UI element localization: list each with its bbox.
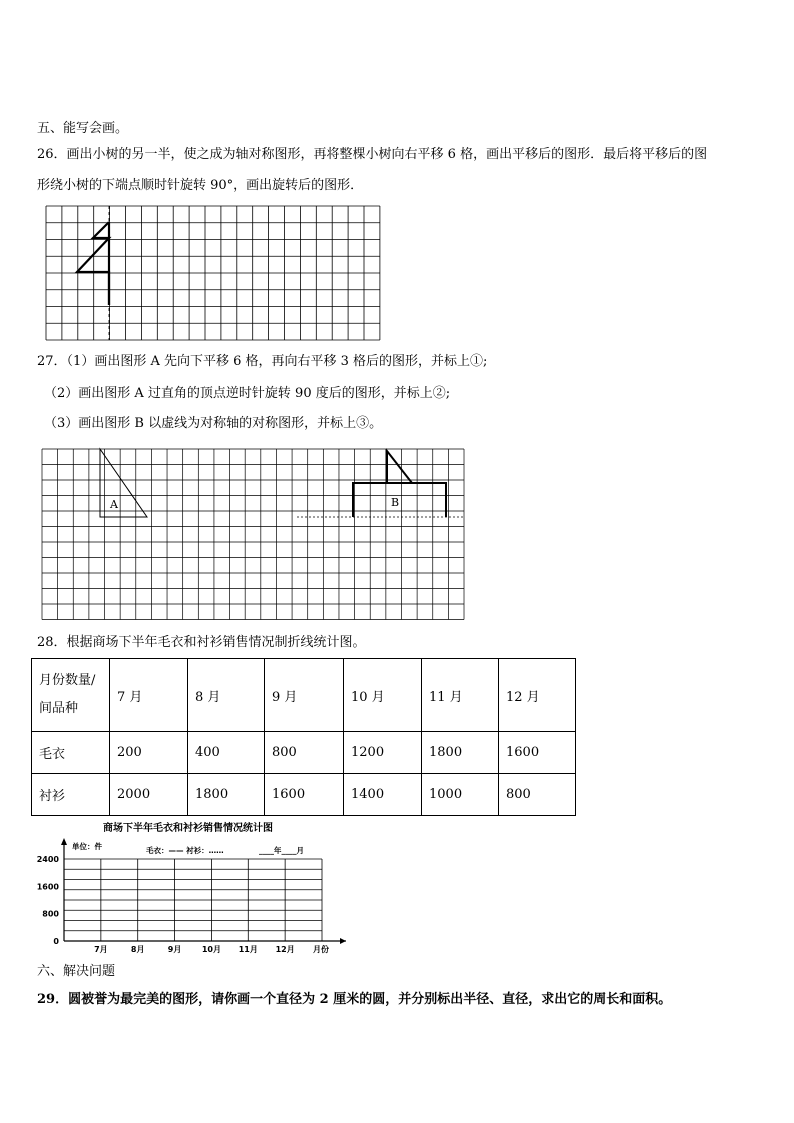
table-cell: 1200 (344, 732, 422, 774)
table-cell: 2000 (110, 774, 188, 816)
q26-line2: 形绕小树的下端点顺时针旋转 90°，画出旋转后的图形． (37, 178, 364, 193)
y-axis-arrow (61, 838, 67, 845)
month-cell: 12 月 (499, 659, 576, 732)
section5-title: 五、能写会画。 (37, 121, 129, 136)
table-header-cell: 月份数量/ 间品种 (32, 659, 110, 732)
section6-title: 六、解决问题 (37, 964, 116, 979)
chart-title: 商场下半年毛衣和衬衫销售情况统计图 (103, 823, 273, 834)
month-cell: 11 月 (422, 659, 499, 732)
table-cell: 400 (188, 732, 265, 774)
q27-line1: 27．（1）画出图形 A 先向下平移 6 格，再向右平移 3 格后的图形，并标上①; (37, 354, 488, 369)
shape-b-label: B (391, 496, 400, 509)
x-tick-label: 10月 (201, 945, 221, 954)
q27-line3: （3）画出图形 B 以虚线为对称轴的对称图形，并标上③。 (44, 416, 383, 431)
q29-text: 29．圆被誉为最完美的图形，请你画一个直径为 2 厘米的圆，并分别标出半径、直径，求出它的周长和面积。 (37, 992, 672, 1007)
table-cell: 1800 (422, 732, 499, 774)
q28-title: 28．根据商场下半年毛衣和衬衫销售情况制折线统计图。 (37, 635, 366, 650)
x-axis-arrow (340, 938, 346, 944)
x-tick-label: 8月 (130, 945, 145, 954)
table-cell: 800 (499, 774, 576, 816)
x-tick-label: 12月 (275, 945, 295, 954)
month-cell: 7 月 (110, 659, 188, 732)
table-cell: 800 (265, 732, 344, 774)
table-cell: 1600 (499, 732, 576, 774)
x-tick-label: 11月 (238, 945, 258, 954)
x-tick-label: 7月 (94, 945, 108, 954)
table-cell: 1600 (265, 774, 344, 816)
q27-line2: （2）画出图形 A 过直角的顶点逆时针旋转 90 度后的图形，并标上②; (44, 386, 451, 401)
month-cell: 8 月 (188, 659, 265, 732)
x-tick-label: 9月 (167, 945, 182, 954)
chart-xlabel: 月份 (313, 945, 329, 954)
chart-date: ____年____月 (259, 846, 304, 855)
shape-a-label: A (110, 498, 118, 511)
y-tick-label: 2400 (36, 855, 59, 864)
table-cell: 1400 (344, 774, 422, 816)
table-cell: 1000 (422, 774, 499, 816)
y-tick-label: 1600 (36, 882, 59, 892)
table-cell: 1800 (188, 774, 265, 816)
month-cell: 9 月 (265, 659, 344, 732)
chart-unit-label: 单位：件 (72, 842, 102, 851)
q26-line1: 26．画出小树的另一半，使之成为轴对称图形，再将整棵小树向右平移 6 格，画出平移后的图形．最后将平移后的图 (37, 147, 708, 162)
month-cell: 10 月 (344, 659, 422, 732)
chart-legend: 毛衣：—— 衬衫：…… (146, 846, 224, 855)
y-tick-label: 0 (53, 937, 59, 946)
row-label: 毛衣 (32, 732, 110, 774)
table-cell: 200 (110, 732, 188, 774)
row-label: 衬衫 (32, 774, 110, 816)
y-tick-label: 800 (42, 909, 59, 919)
